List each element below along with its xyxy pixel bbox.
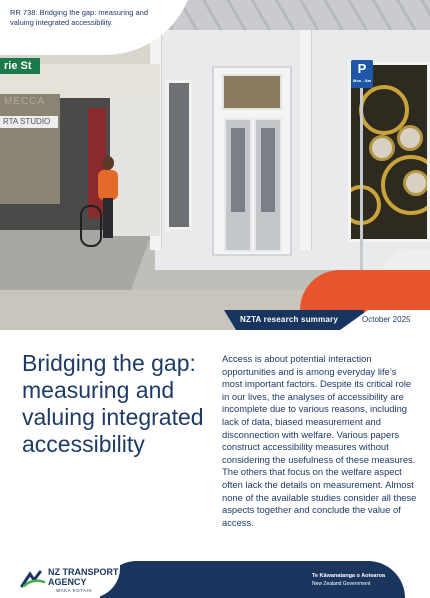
shop-sign-studio: RTA STUDIO bbox=[0, 116, 58, 128]
footer-band bbox=[100, 561, 405, 598]
shop-sign-mecca: MECCA bbox=[4, 96, 46, 107]
bicycle bbox=[80, 205, 102, 247]
logo-text-line3: WAKA KOTAHI bbox=[56, 588, 93, 593]
gov-logo-line1: Te Kāwanatanga o Aotearoa bbox=[312, 573, 386, 579]
publication-date: October 2025 bbox=[362, 315, 411, 324]
logo-text-line2: AGENCY bbox=[48, 577, 87, 587]
street-sign: rie St bbox=[0, 58, 40, 74]
door-left bbox=[224, 118, 252, 252]
pedestrian bbox=[102, 156, 114, 170]
shop-window-left bbox=[166, 80, 192, 230]
gov-logo-line2: New Zealand Government bbox=[312, 581, 371, 587]
page-title: Bridging the gap: measuring and valuing integrated accessibility bbox=[22, 350, 204, 457]
summary-paragraph: Access is about potential interaction opportunities and is among everyday life’s most important factors. Despite its critical role in our lives, the analyses of accessibility are incomplete due to various reasons, including lack of data, biased measurement and disconnection with welfare. Various papers construct accessibility measures without considering the usefulness of these measures. The others that focus on the welfare aspect often lack the details on measurement. Almost none of the available studies consider all these aspects together and conclude the value of access. bbox=[222, 353, 417, 528]
nzta-logo-icon bbox=[20, 570, 46, 588]
door-right bbox=[254, 118, 282, 252]
series-label: NZTA research summary bbox=[240, 315, 339, 324]
report-code-title: RR 738: Bridging the gap: measuring and valuing integrated accessibility. bbox=[10, 8, 149, 27]
logo-text-line1: NZ TRANSPORT bbox=[48, 567, 119, 577]
parking-sign: P Mon - Sat bbox=[351, 60, 373, 88]
